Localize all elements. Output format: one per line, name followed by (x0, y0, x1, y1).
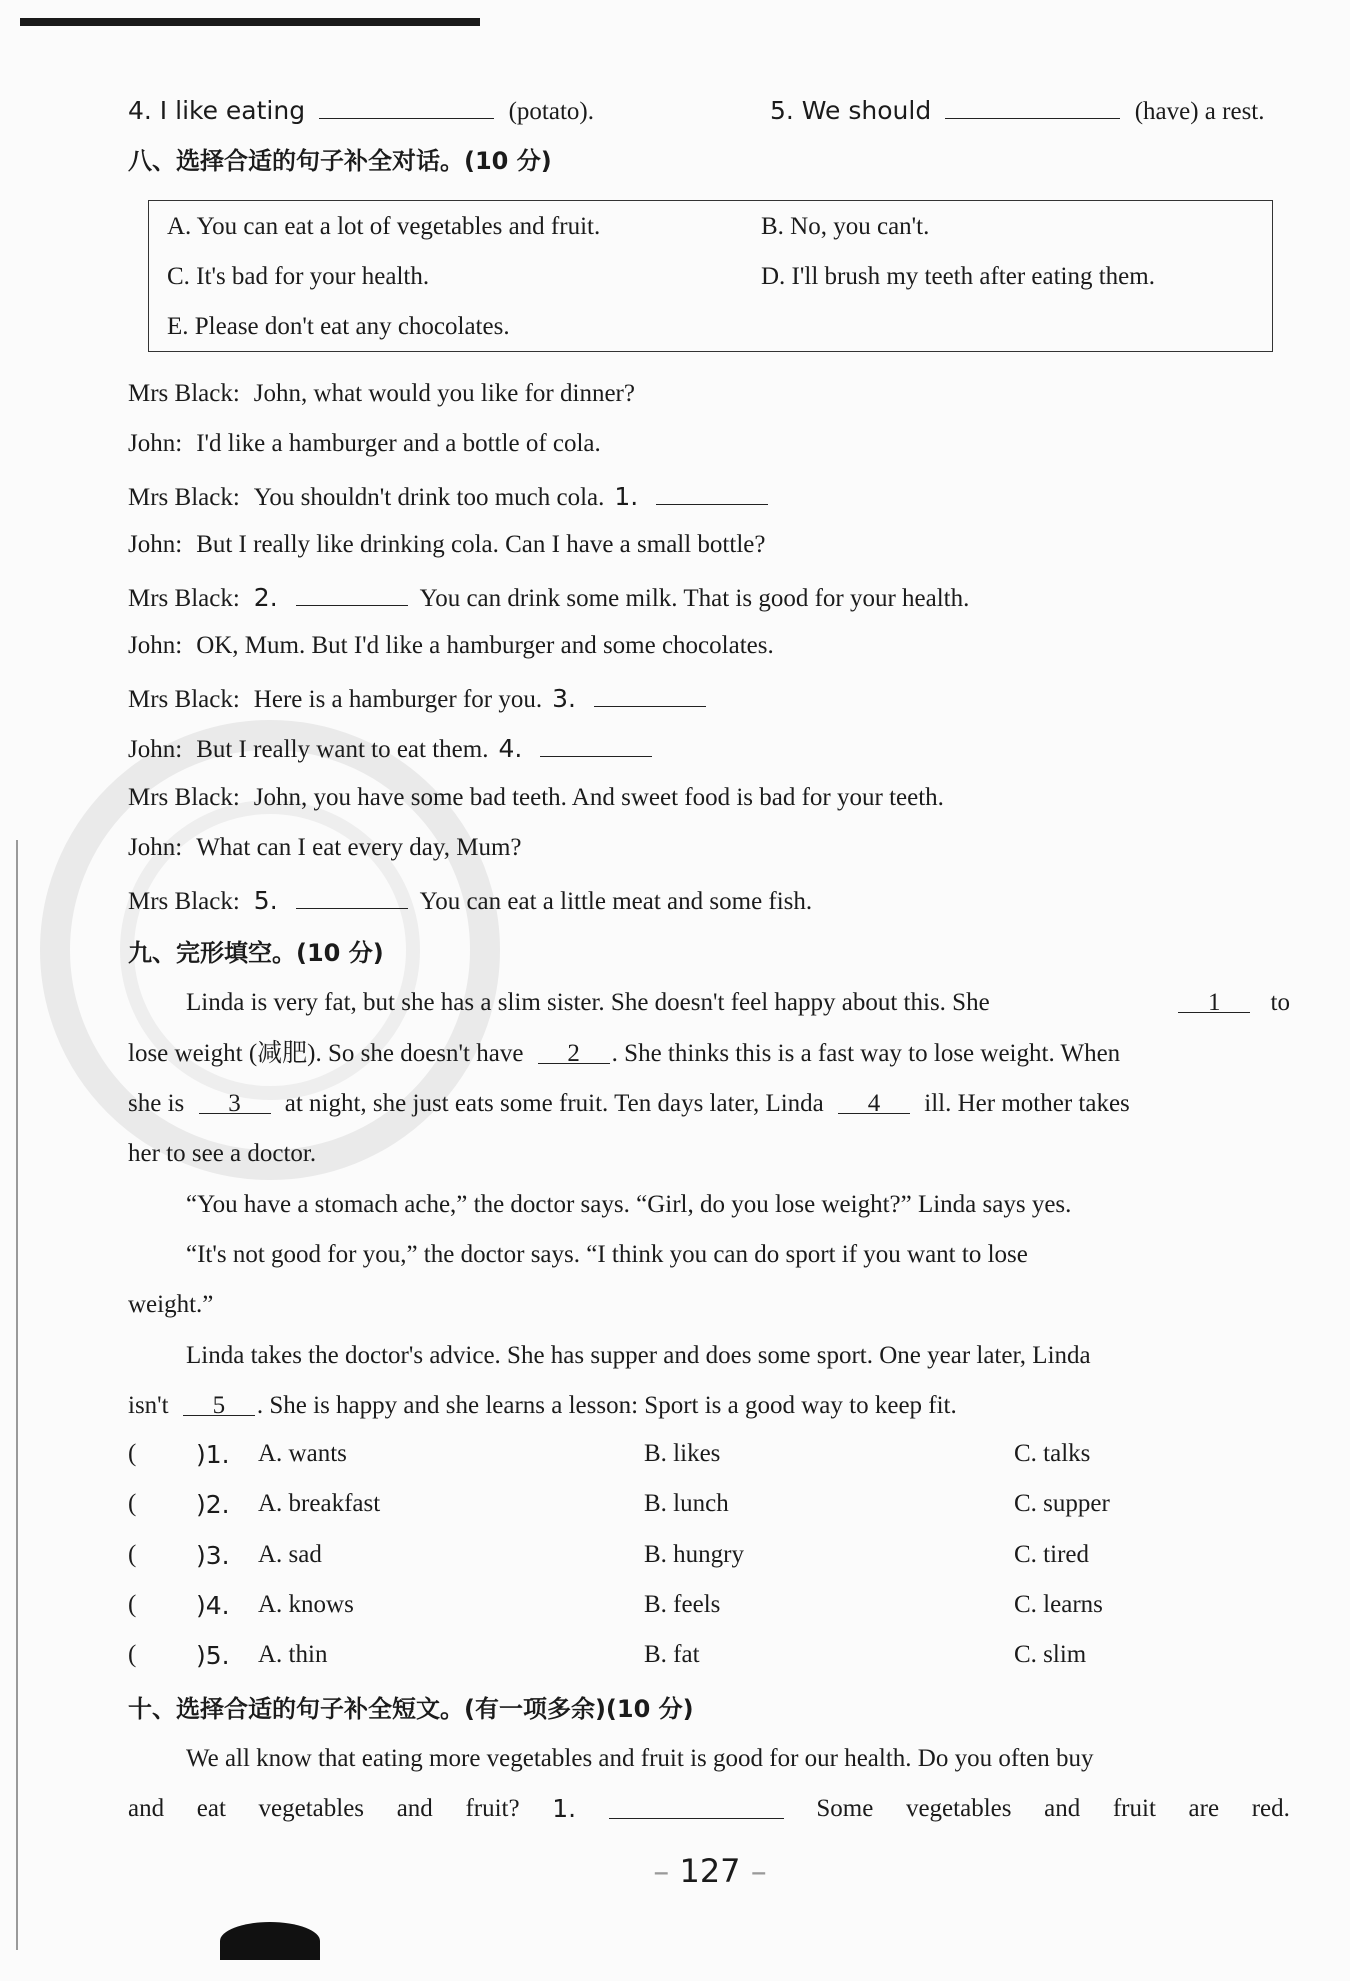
dialogue-line (128, 427, 601, 461)
answer-paren[interactable]: ( (128, 1591, 137, 1618)
question-number: )1. (196, 1440, 230, 1469)
question-number: )5. (196, 1641, 230, 1670)
option-e: E. Please don't eat any chocolates. (167, 313, 510, 340)
speaker: Mrs Black: (128, 380, 240, 407)
question-number: )3. (196, 1541, 230, 1570)
cloze-text: isn't (128, 1392, 169, 1419)
binding-edge-line (16, 840, 18, 1950)
top-border-bar (20, 18, 480, 26)
dialogue-text: John, what would you like for dinner? (253, 380, 635, 407)
section-10-heading: 十、选择合适的句子补全短文。(有一项多余)(10 分) (128, 1695, 694, 1723)
passage-word: and (128, 1795, 165, 1822)
speaker: John: (128, 736, 183, 763)
speaker: Mrs Black: (128, 888, 240, 915)
dialogue-text: John, you have some bad teeth. And sweet food is bad for your teeth. (253, 784, 944, 811)
dialogue-text: But I really want to eat them. (196, 736, 489, 763)
q4-text: 4. I like eating (128, 96, 306, 125)
dialogue-text: But I really like drinking cola. Can I have a small bottle? (196, 531, 766, 558)
cloze-text: to (1270, 989, 1290, 1016)
section-9-heading: 九、完形填空。(10 分) (128, 939, 384, 967)
choice-a[interactable]: A. wants (258, 1440, 347, 1467)
dialogue-number: 4. (498, 734, 523, 763)
choice-c[interactable]: C. supper (1014, 1490, 1110, 1517)
choice-b[interactable]: B. fat (644, 1641, 700, 1668)
dialogue-text: What can I eat every day, Mum? (196, 834, 522, 861)
passage-word: red. (1251, 1795, 1290, 1822)
dialogue-line (128, 377, 635, 411)
speaker: Mrs Black: (128, 585, 240, 612)
dialogue-blank[interactable] (296, 579, 408, 606)
dialogue-line (128, 528, 765, 562)
cloze-line-4: her to see a doctor. (128, 1140, 317, 1167)
speaker: Mrs Black: (128, 484, 240, 511)
answer-paren[interactable]: ( (128, 1440, 137, 1467)
dialogue-line (128, 831, 522, 865)
choice-b[interactable]: B. likes (644, 1440, 721, 1467)
choice-b[interactable]: B. hungry (644, 1541, 744, 1568)
passage-word: Some (816, 1795, 874, 1822)
dialogue-text: Here is a hamburger for you. (253, 686, 543, 713)
dialogue-line (128, 882, 812, 919)
dialogue-line (128, 781, 944, 815)
q5-text: 5. We should (770, 96, 932, 125)
cloze-line-2 (128, 1037, 1290, 1071)
passage-word: are (1188, 1795, 1220, 1822)
dialogue-blank[interactable] (656, 478, 768, 505)
cloze-blank-4[interactable]: 4 (838, 1087, 910, 1114)
choice-a[interactable]: A. sad (258, 1541, 322, 1568)
passage-word: vegetables (905, 1795, 1012, 1822)
dialogue-blank[interactable] (296, 882, 408, 909)
dialogue-line (128, 579, 969, 616)
section-8-heading: 八、选择合适的句子补全对话。(10 分) (128, 147, 552, 175)
cloze-text: she is (128, 1090, 185, 1117)
dialogue-line (128, 478, 780, 515)
decorative-ink-mark (220, 1922, 320, 1960)
cloze-text: lose weight (减肥). So she doesn't have (128, 1040, 524, 1067)
cloze-line-1 (128, 986, 1290, 1020)
dialogue-text: I'd like a hamburger and a bottle of cola. (196, 430, 601, 457)
option-d: D. I'll brush my teeth after eating them. (761, 263, 1155, 290)
dialogue-line (128, 730, 664, 767)
answer-paren[interactable]: ( (128, 1490, 137, 1517)
question-number: )4. (196, 1591, 230, 1620)
question-4-line (128, 92, 594, 129)
passage-word: vegetables (258, 1795, 365, 1822)
dialogue-number: 3. (552, 684, 576, 713)
cloze-blank-3[interactable]: 3 (199, 1087, 271, 1114)
choice-b[interactable]: B. lunch (644, 1490, 729, 1517)
passage-line-2 (128, 1792, 1290, 1826)
passage-word: 1. (552, 1794, 577, 1823)
cloze-paragraph-3-line-1: “It's not good for you,” the doctor says. “I think you can do sport if you want to lose (186, 1241, 1028, 1268)
dialogue-blank[interactable] (594, 680, 706, 707)
passage-word: fruit? (465, 1795, 520, 1822)
q5-blank[interactable] (945, 92, 1120, 119)
dialogue-line (128, 629, 774, 663)
choice-b[interactable]: B. feels (644, 1591, 721, 1618)
cloze-paragraph-4-line-2 (128, 1389, 957, 1423)
speaker: Mrs Black: (128, 686, 240, 713)
dialogue-text: You can eat a little meat and some fish. (419, 888, 813, 915)
choice-a[interactable]: A. thin (258, 1641, 328, 1668)
page-number-value: 127 (679, 1852, 741, 1890)
cloze-text: . She thinks this is a fast way to lose weight. When (611, 1040, 1121, 1067)
option-b: B. No, you can't. (761, 213, 930, 240)
choice-c[interactable]: C. learns (1014, 1591, 1103, 1618)
dialogue-text: OK, Mum. But I'd like a hamburger and some chocolates. (196, 632, 774, 659)
speaker: John: (128, 430, 183, 457)
option-a: A. You can eat a lot of vegetables and fruit. (167, 213, 601, 240)
cloze-paragraph-3-line-2: weight.” (128, 1291, 214, 1318)
cloze-line-3 (128, 1087, 1290, 1121)
passage-blank-1[interactable] (609, 1792, 784, 1819)
choice-c[interactable]: C. slim (1014, 1641, 1087, 1668)
q4-blank[interactable] (319, 92, 494, 119)
speaker: Mrs Black: (128, 784, 240, 811)
question-5-line (770, 92, 1265, 129)
dialogue-line (128, 680, 718, 717)
q4-hint: (potato). (508, 98, 594, 125)
cloze-text: at night, she just eats some fruit. Ten days later, Linda (284, 1090, 824, 1117)
cloze-blank-5[interactable]: 5 (183, 1389, 255, 1416)
dialogue-text: You shouldn't drink too much cola. (253, 484, 605, 511)
section-8-options-box (148, 200, 1273, 352)
passage-word: and (396, 1795, 433, 1822)
dialogue-number: 5. (253, 886, 278, 915)
page-number: – 127 – (653, 1852, 767, 1890)
passage-word: fruit (1112, 1795, 1156, 1822)
cloze-paragraph-4-line-1: Linda takes the doctor's advice. She has supper and does some sport. One year later, Linda (186, 1342, 1091, 1369)
q5-hint: (have) a rest. (1134, 98, 1265, 125)
dialogue-number: 2. (253, 583, 278, 612)
speaker: John: (128, 632, 183, 659)
cloze-paragraph-2: “You have a stomach ache,” the doctor says. “Girl, do you lose weight?” Linda says yes. (186, 1191, 1072, 1218)
speaker: John: (128, 531, 183, 558)
cloze-blank-1[interactable]: 1 (1178, 986, 1250, 1013)
choice-a[interactable]: A. breakfast (258, 1490, 381, 1517)
speaker: John: (128, 834, 183, 861)
answer-paren[interactable]: ( (128, 1541, 137, 1568)
dialogue-blank[interactable] (540, 730, 652, 757)
choice-c[interactable]: C. tired (1014, 1541, 1089, 1568)
passage-word: eat (196, 1795, 226, 1822)
question-number: )2. (196, 1490, 230, 1519)
dialogue-number: 1. (614, 482, 639, 511)
cloze-text: ill. Her mother takes (924, 1090, 1130, 1117)
cloze-blank-2[interactable]: 2 (538, 1037, 610, 1064)
cloze-text: . She is happy and she learns a lesson: Sport is a good way to keep fit. (256, 1392, 957, 1419)
passage-word: and (1044, 1795, 1081, 1822)
choice-a[interactable]: A. knows (258, 1591, 354, 1618)
cloze-text: Linda is very fat, but she has a slim sister. She doesn't feel happy about this. She (186, 989, 990, 1016)
choice-c[interactable]: C. talks (1014, 1440, 1091, 1467)
passage-line-1: We all know that eating more vegetables and fruit is good for our health. Do you often buy (186, 1745, 1094, 1772)
dialogue-text: You can drink some milk. That is good for your health. (419, 585, 970, 612)
option-c: C. It's bad for your health. (167, 263, 430, 290)
answer-paren[interactable]: ( (128, 1641, 137, 1668)
